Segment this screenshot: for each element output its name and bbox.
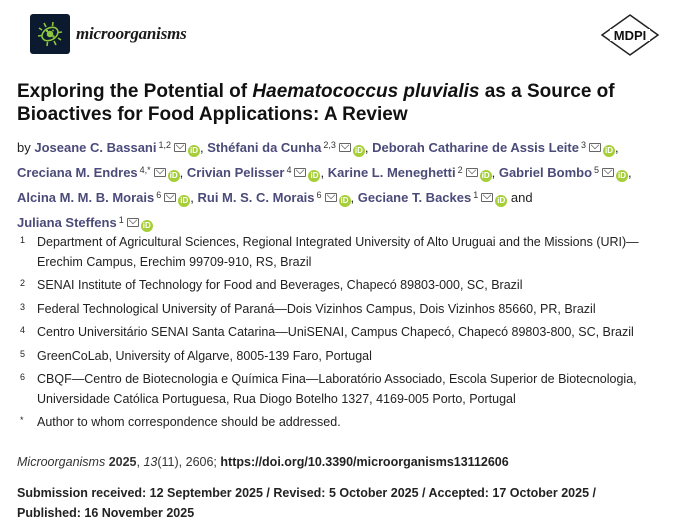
author-entry [328, 165, 492, 180]
orcid-icon[interactable]: iD [310, 171, 319, 180]
affiliation-item [17, 323, 672, 343]
correspondence-note [17, 413, 672, 433]
mail-icon[interactable] [294, 168, 306, 177]
author-entry [358, 190, 507, 205]
article-title [17, 80, 667, 126]
journal-name: microorganisms [76, 24, 187, 43]
by-label: by [17, 140, 31, 155]
author-affiliation-marker: 4 [286, 165, 292, 175]
mail-icon[interactable] [466, 168, 478, 177]
orcid-icon[interactable]: iD [340, 196, 349, 205]
mail-icon[interactable] [339, 143, 351, 152]
affiliation-list [17, 233, 672, 437]
publisher-name: MDPI [613, 28, 647, 43]
citation-year: 2025 [108, 455, 137, 469]
author-name[interactable]: Joseane C. Bassani [34, 140, 157, 155]
affiliation-text: Department of Agricultural Sciences, Regional Integrated University of Alto Uruguai and the Missions (URI)—Erechim Campus, Erechim 99709-910, RS, Brazil [37, 235, 639, 269]
mail-icon[interactable] [154, 168, 166, 177]
history-line-1: Submission received: 12 September 2025 / Revised: 5 October 2025 / Accepted: 17 October 2025 / [17, 486, 596, 500]
orcid-icon[interactable]: iD [180, 196, 189, 205]
mail-icon[interactable] [127, 218, 139, 227]
affiliation-text: GreenCoLab, University of Algarve, 8005-139 Faro, Portugal [37, 348, 372, 363]
author-entry [499, 165, 628, 180]
author-entry [372, 140, 615, 155]
affiliation-item [17, 276, 672, 296]
orcid-icon[interactable]: iD [604, 146, 613, 155]
citation-volume: 13 [143, 455, 158, 469]
author-name[interactable]: Juliana Steffens [17, 215, 117, 230]
affiliation-text: CBQF—Centro de Biotecnologia e Química Fina—Laboratório Associado, Escola Superior de Biotecnologia, Universidade Católica Portuguesa, Rua Diogo Botelho 1327, 4169-005 Porto, Portugal [37, 372, 637, 406]
history-line-2: Published: 16 November 2025 [17, 505, 195, 520]
mail-icon[interactable] [325, 193, 337, 202]
journal-logo[interactable] [30, 14, 187, 54]
citation-issue-page: (11), 2606; [157, 455, 221, 469]
affiliation-number: 3 [20, 301, 26, 312]
and-label: and [510, 190, 533, 205]
journal-header [30, 14, 660, 60]
orcid-icon[interactable]: iD [190, 146, 198, 155]
orcid-icon[interactable]: iD [142, 221, 151, 230]
author-affiliation-marker: 1 [118, 215, 124, 225]
author-affiliation-marker: 1 [473, 190, 479, 200]
author-name[interactable]: Karine L. Meneghetti [327, 165, 456, 180]
author-name[interactable]: Creciana M. Endres [17, 165, 138, 180]
orcid-icon[interactable]: iD [481, 171, 490, 180]
mdpi-logo[interactable] [600, 14, 660, 56]
mail-icon[interactable] [602, 168, 614, 177]
orcid-icon[interactable]: iD [354, 146, 363, 155]
author-entry [17, 190, 190, 205]
author-affiliation-marker: 6 [316, 190, 322, 200]
author-name[interactable]: Sthéfani da Cunha [207, 140, 322, 155]
author-affiliation-marker: 3 [580, 140, 586, 150]
author-list: by Joseane C. Bassani $^{1,2}$iD , Sthéfani da Cunha $^{2,3}$iD , Deborah Catharine de Assis Leite $^3$iD , Creciana M. Endres $^{4,*}$iD , Crivian Pelisser $^4$iD , Karine L. Meneghetti $^2$iD , Gabriel Bombo $^5$iD , Alcina M. M. B. Morais $^6$iD , Rui M. S. C. Morais $^6$iD , Geciane T. Backes $^1$iD and Juliana Steffens $^1$iD [17, 140, 632, 230]
author-name[interactable]: Deborah Catharine de Assis Leite [372, 140, 579, 155]
author-entry [34, 140, 200, 155]
mail-icon[interactable] [164, 193, 176, 202]
affiliation-text: Federal Technological University of Paraná—Dois Vizinhos Campus, Dois Vizinhos 85660, PR, Brazil [37, 301, 596, 316]
affiliation-text: Centro Universitário SENAI Santa Catarina—UniSENAI, Campus Chapecó, Chapecó 89803-800, SC, Brazil [37, 325, 634, 339]
affiliation-number: 6 [20, 372, 26, 382]
affiliation-number: 5 [20, 348, 26, 359]
orcid-icon[interactable]: iD [169, 171, 178, 180]
title-part-2: as a Source of Bioactives for Food Applications: A Review [17, 81, 615, 125]
affiliation-item [17, 347, 672, 367]
author-affiliation-marker: 4,* [139, 165, 151, 175]
mail-icon[interactable] [589, 143, 601, 152]
title-part-1: Exploring the Potential of [17, 81, 253, 102]
doi-link[interactable]: https://doi.org/10.3390/microorganisms13112606 [220, 455, 509, 469]
citation-journal: Microorganisms [17, 455, 106, 469]
affiliation-text: Author to whom correspondence should be addressed. [37, 415, 341, 429]
affiliation-text: SENAI Institute of Technology for Food and Beverages, Chapecó 89803-000, SC, Brazil [37, 278, 523, 292]
author-entry [198, 190, 351, 205]
author-affiliation-marker: 5 [594, 165, 600, 175]
title-species: Haematococcus pluvialis [252, 81, 480, 102]
author-name[interactable]: Alcina M. M. B. Morais [17, 190, 155, 205]
author-name[interactable]: Crivian Pelisser [186, 165, 285, 180]
affiliation-item [17, 300, 672, 320]
affiliation-item [17, 233, 672, 272]
publication-history [17, 484, 667, 523]
author-entry [17, 165, 180, 180]
mail-icon[interactable] [174, 143, 186, 152]
orcid-icon[interactable]: iD [618, 171, 627, 180]
author-name[interactable]: Gabriel Bombo [498, 165, 593, 180]
author-entry [187, 165, 321, 180]
author-affiliation-marker: 2 [457, 165, 463, 175]
mail-icon[interactable] [481, 193, 493, 202]
affiliation-number: * [20, 415, 24, 425]
author-name[interactable]: Geciane T. Backes [357, 190, 472, 205]
orcid-icon[interactable]: iD [497, 196, 506, 205]
author-affiliation-marker: 6 [156, 190, 162, 200]
author-affiliation-marker: 2,3 [323, 140, 336, 150]
affiliation-item [17, 370, 672, 409]
author-entry [17, 215, 153, 230]
author-name[interactable]: Rui M. S. C. Morais [197, 190, 315, 205]
microorganism-cell-icon [30, 14, 70, 54]
affiliation-number: 1 [20, 235, 26, 245]
affiliation-number: 4 [20, 325, 26, 335]
affiliation-number: 2 [20, 278, 26, 288]
author-entry [207, 140, 365, 155]
citation-line: Microorganisms 2025, 13(11), 2606; https://doi.org/10.3390/microorganisms13112606 [17, 455, 509, 469]
author-affiliation-marker: 1,2 [158, 140, 171, 150]
